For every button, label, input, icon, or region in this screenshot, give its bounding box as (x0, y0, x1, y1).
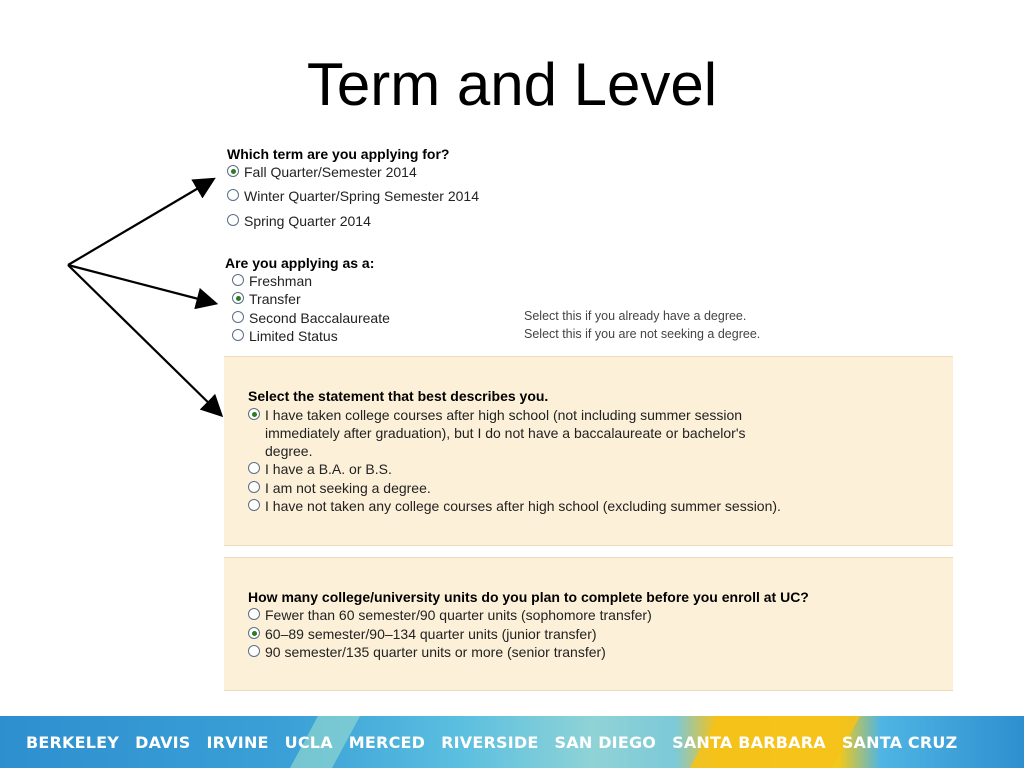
units-question: How many college/university units do you plan to complete before you enroll at UC? (248, 589, 809, 605)
hint-second-bacc: Select this if you already have a degree. (524, 309, 747, 323)
level-option-freshman[interactable] (232, 272, 312, 290)
radio-icon[interactable] (232, 311, 244, 323)
term-question: Which term are you applying for? (227, 146, 450, 162)
units-option-senior[interactable] (248, 643, 606, 661)
radio-icon[interactable] (232, 274, 244, 286)
level-option-label: Freshman (249, 273, 313, 289)
term-option-label: Fall Quarter/Semester 2014 (244, 164, 417, 180)
arrow-to-term (68, 180, 212, 265)
radio-icon[interactable] (227, 165, 239, 177)
radio-icon[interactable] (248, 462, 260, 474)
arrow-to-level (68, 265, 214, 303)
radio-icon[interactable] (248, 608, 260, 620)
radio-icon[interactable] (248, 627, 260, 639)
campus-name: SANTA BARBARA (672, 732, 826, 752)
units-panel (224, 557, 953, 691)
campus-name: IRVINE (206, 732, 269, 752)
radio-icon[interactable] (248, 645, 260, 657)
radio-icon[interactable] (248, 499, 260, 511)
radio-icon[interactable] (248, 481, 260, 493)
campus-banner (0, 716, 1024, 768)
term-option-spring[interactable] (227, 212, 371, 230)
statement-question: Select the statement that best describes you. (248, 388, 549, 404)
campus-name: MERCED (348, 732, 426, 752)
campus-name: BERKELEY (26, 732, 120, 752)
units-option-label: Fewer than 60 semester/90 quarter units (sophomore transfer) (265, 607, 652, 623)
level-question: Are you applying as a: (225, 255, 375, 271)
campus-name: RIVERSIDE (441, 732, 539, 752)
slide-title: Term and Level (306, 51, 718, 118)
radio-icon[interactable] (227, 214, 239, 226)
campus-name: UCLA (284, 732, 333, 752)
level-option-transfer[interactable] (232, 290, 301, 308)
statement-option-label: I have taken college courses after high school (not including summer session immediately after graduation), but I do not have a baccalaureate or bachelor's degree. (265, 407, 746, 459)
radio-icon[interactable] (232, 329, 244, 341)
level-option-second-bacc[interactable] (232, 309, 390, 327)
term-option-label: Winter Quarter/Spring Semester 2014 (244, 188, 479, 204)
units-option-junior[interactable] (248, 625, 597, 643)
arrow-to-statement (68, 265, 220, 414)
level-option-label: Limited Status (249, 328, 338, 344)
statement-option-taken-courses[interactable] (248, 406, 746, 460)
campus-name: SAN DIEGO (554, 732, 657, 752)
radio-icon[interactable] (232, 292, 244, 304)
radio-icon[interactable] (227, 189, 239, 201)
campus-name: SANTA CRUZ (841, 732, 958, 752)
radio-icon[interactable] (248, 408, 260, 420)
term-option-label: Spring Quarter 2014 (244, 213, 371, 229)
campus-list (0, 716, 957, 768)
units-option-label: 60–89 semester/90–134 quarter units (junior transfer) (265, 626, 597, 642)
statement-option-label: I am not seeking a degree. (265, 480, 431, 496)
units-option-sophomore[interactable] (248, 606, 652, 624)
units-option-label: 90 semester/135 quarter units or more (senior transfer) (265, 644, 606, 660)
term-option-winter[interactable] (227, 187, 479, 205)
level-option-limited[interactable] (232, 327, 338, 345)
level-option-label: Second Baccalaureate (249, 310, 390, 326)
statement-option-label: I have not taken any college courses after high school (excluding summer session). (265, 498, 781, 514)
level-option-label: Transfer (249, 291, 301, 307)
statement-option-no-college[interactable] (248, 497, 781, 515)
statement-option-ba-bs[interactable] (248, 460, 392, 478)
statement-option-not-seeking[interactable] (248, 479, 431, 497)
campus-name: DAVIS (135, 732, 191, 752)
hint-limited-status: Select this if you are not seeking a degree. (524, 327, 761, 341)
term-option-fall[interactable] (227, 163, 417, 181)
statement-option-label: I have a B.A. or B.S. (265, 461, 392, 477)
